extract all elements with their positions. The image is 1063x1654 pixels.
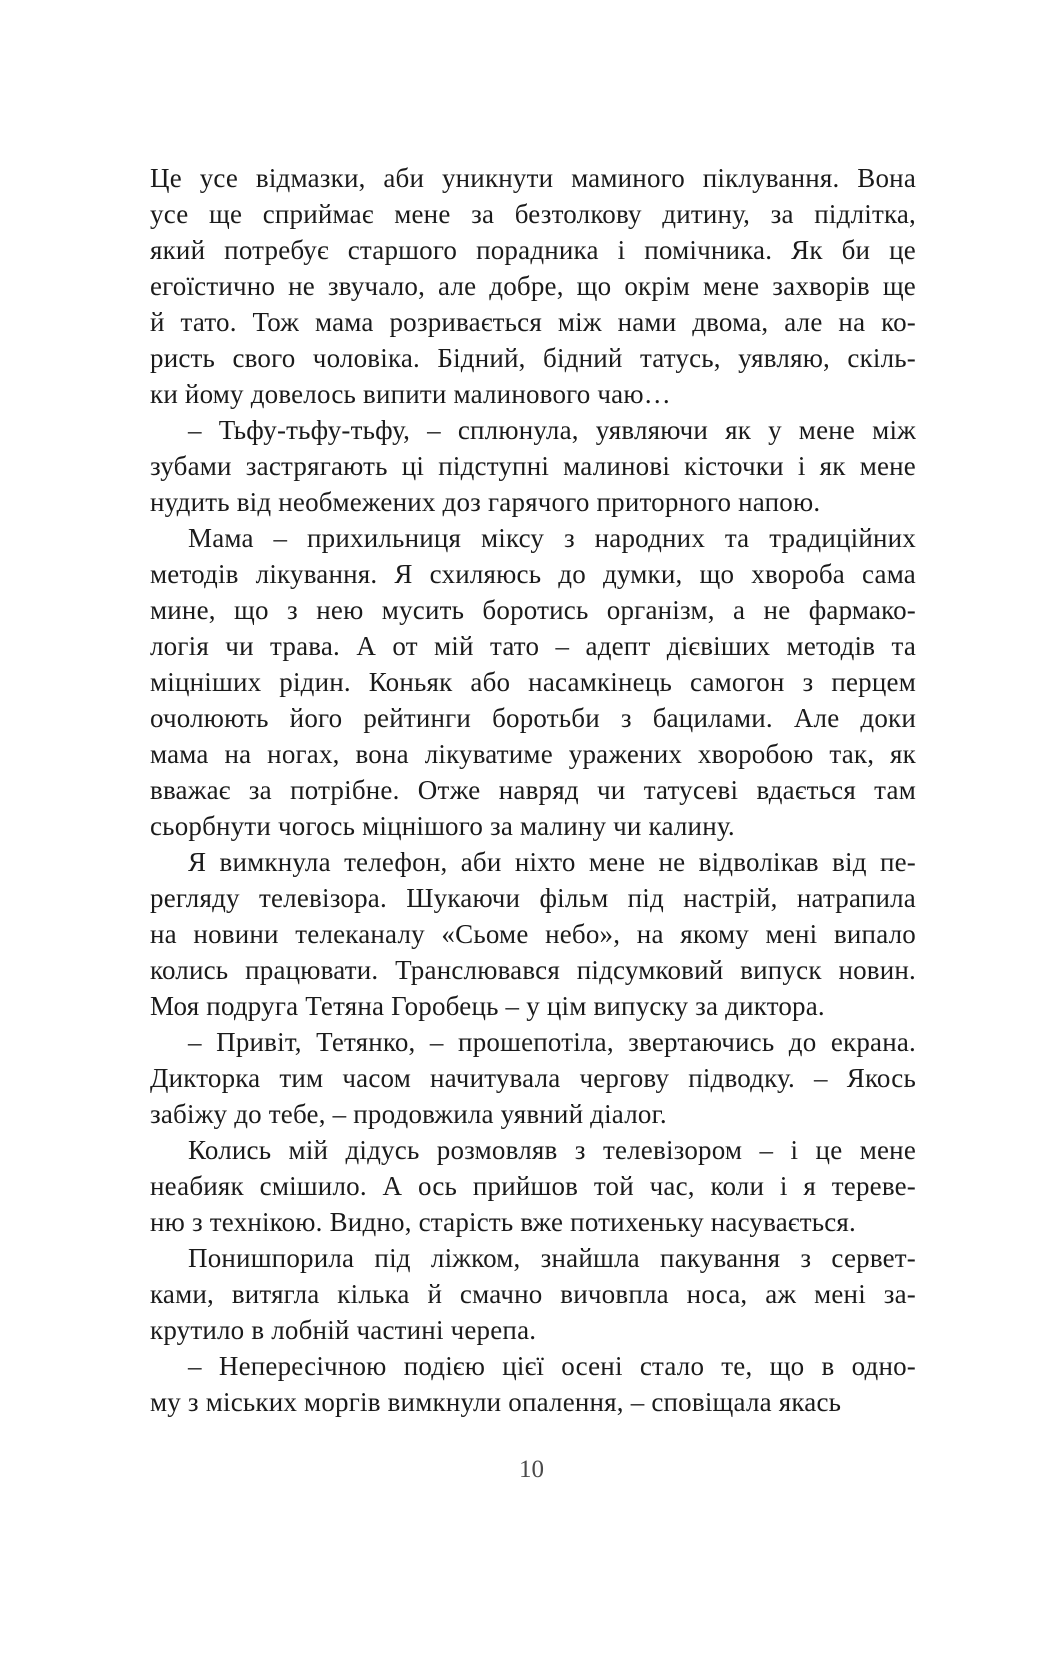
text-line: ками, витягла кілька й смачно вичовпла носа, аж мені за- bbox=[150, 1279, 916, 1309]
paragraph bbox=[150, 412, 916, 520]
text-line: ню з технікою. Видно, старість вже потихеньку насувається. bbox=[150, 1207, 856, 1237]
page-number: 10 bbox=[519, 1456, 544, 1483]
paragraph bbox=[150, 1348, 916, 1420]
text-line: усе ще сприймає мене за безтолкову дитину, за підлітка, bbox=[150, 199, 916, 229]
text-line: ки йому довелось випити малинового чаю… bbox=[150, 379, 671, 409]
text-line: сьорбнути чогось міцнішого за малину чи калину. bbox=[150, 811, 735, 841]
text-line: Дикторка тим часом начитувала чергову підводку. – Якось bbox=[150, 1063, 916, 1093]
text-line: му з міських моргів вимкнули опалення, – сповіщала якась bbox=[150, 1387, 842, 1417]
paragraph bbox=[150, 844, 916, 1024]
text-line: забіжу до тебе, – продовжила уявний діалог. bbox=[150, 1099, 667, 1129]
text-line: егоїстично не звучало, але добре, що окрім мене захворів ще bbox=[150, 271, 916, 301]
text-line: колись працювати. Транслювався підсумковий випуск новин. bbox=[150, 955, 916, 985]
text-line: – Тьфу-тьфу-тьфу, – сплюнула, уявляючи як у мене між bbox=[188, 415, 916, 445]
text-line: Це усе відмазки, аби уникнути маминого піклування. Вона bbox=[150, 163, 916, 193]
paragraph bbox=[150, 160, 916, 412]
text-line: неабияк смішило. А ось прийшов той час, коли і я тереве- bbox=[150, 1171, 916, 1201]
text-line: регляду телевізора. Шукаючи фільм під настрій, натрапила bbox=[150, 883, 916, 913]
paragraph bbox=[150, 1132, 916, 1240]
text-line: очолюють його рейтинги боротьби з бацилами. Але доки bbox=[150, 703, 916, 733]
text-line: міцніших рідин. Коньяк або насамкінець самогон з перцем bbox=[150, 667, 916, 697]
paragraph bbox=[150, 1024, 916, 1132]
text-line: Колись мій дідусь розмовляв з телевізором – і це мене bbox=[188, 1135, 916, 1165]
text-line: – Привіт, Тетянко, – прошепотіла, звертаючись до екрана. bbox=[188, 1027, 916, 1057]
text-line: мама на ногах, вона лікуватиме уражених хворобою так, як bbox=[150, 739, 916, 769]
text-line: на новини телеканалу «Сьоме небо», на якому мені випало bbox=[150, 919, 916, 949]
text-line: мине, що з нею мусить боротись організм, а не фармако- bbox=[150, 595, 916, 625]
text-line: Я вимкнула телефон, аби ніхто мене не відволікав від пе- bbox=[188, 847, 916, 877]
text-line: Мама – прихильниця міксу з народних та традиційних bbox=[188, 523, 916, 553]
text-line: крутило в лобній частині черепа. bbox=[150, 1315, 537, 1345]
text-line: вважає за потрібне. Отже навряд чи татусеві вдається там bbox=[150, 775, 916, 805]
text-line: й тато. Тож мама розривається між нами двома, але на ко- bbox=[150, 307, 916, 337]
text-line: Понишпорила під ліжком, знайшла пакування з сервет- bbox=[188, 1243, 916, 1273]
text-line: зубами застрягають ці підступні малинові кісточки і як мене bbox=[150, 451, 916, 481]
text-line: який потребує старшого порадника і помічника. Як би це bbox=[150, 235, 916, 265]
text-line: – Непересічною подією цієї осені стало те, що в одно- bbox=[188, 1351, 916, 1381]
text-line: Моя подруга Тетяна Горобець – у цім випуску за диктора. bbox=[150, 991, 825, 1021]
text-line: нудить від необмежених доз гарячого приторного напою. bbox=[150, 487, 821, 517]
text-line: ристь свого чоловіка. Бідний, бідний татусь, уявляю, скіль- bbox=[150, 343, 916, 373]
text-block bbox=[150, 160, 916, 1420]
paragraph bbox=[150, 1240, 916, 1348]
paragraph bbox=[150, 520, 916, 844]
text-line: методів лікування. Я схиляюсь до думки, що хвороба сама bbox=[150, 559, 916, 589]
text-line: логія чи трава. А от мій тато – адепт дієвіших методів та bbox=[150, 631, 916, 661]
